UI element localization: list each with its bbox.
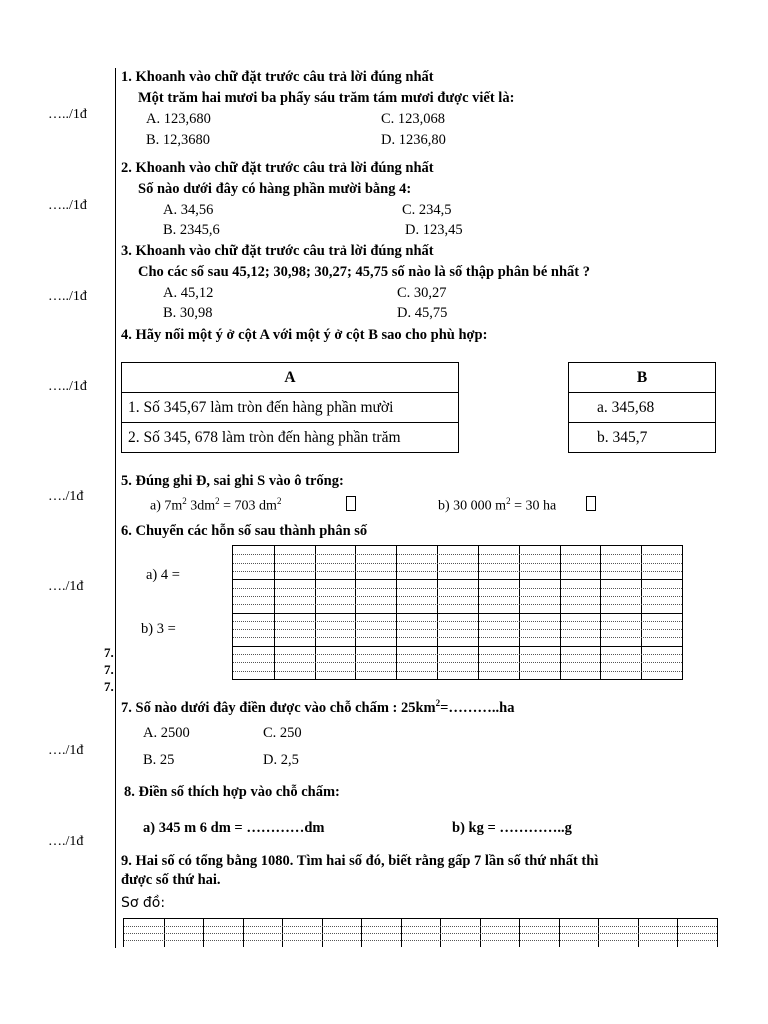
- score-q8: …./1đ: [48, 834, 84, 849]
- writing-grid-q6[interactable]: [232, 545, 683, 680]
- q3-stem: Cho các số sau 45,12; 30,98; 30,27; 45,75 số nào là số thập phân bé nhất ?: [138, 264, 590, 280]
- answer-box-b-icon[interactable]: [586, 496, 596, 511]
- grid-row-line: [233, 662, 682, 663]
- q6-title: 6. Chuyển các hỗn số sau thành phân số: [121, 523, 368, 539]
- grid-row-line: [233, 613, 682, 614]
- grid-row-line: [233, 629, 682, 630]
- q5-statement-a: a) $7m^2$ $3dm^2 = 703$ $dm^2$: [150, 496, 282, 514]
- q8-item-a: a) 345 m 6 dm = …………dm: [143, 820, 325, 836]
- q7-option-a[interactable]: A. 2500: [143, 725, 190, 741]
- score-q4: …../1đ: [48, 379, 87, 394]
- column-b-item-b[interactable]: b. 345,7: [569, 423, 716, 453]
- stray-mark: 7.: [104, 645, 114, 660]
- score-q3: …../1đ: [48, 289, 87, 304]
- grid-row-line: [233, 588, 682, 589]
- score-q7: …./1đ: [48, 743, 84, 758]
- column-a-table: [121, 362, 459, 453]
- score-q5: …./1đ: [48, 489, 84, 504]
- column-a-item-2[interactable]: 2. Số 345, 678 làm tròn đến hàng phần trăm: [122, 423, 459, 453]
- column-a-item-1[interactable]: 1. Số 345,67 làm tròn đến hàng phần mười: [122, 393, 459, 423]
- grid-row-line: [233, 646, 682, 647]
- writing-grid-q9[interactable]: [123, 918, 718, 947]
- q3-option-d[interactable]: D. 45,75: [397, 305, 448, 321]
- q7-option-d[interactable]: D. 2,5: [263, 752, 299, 768]
- q7-title: 7. Số nào dưới đây điền được vào chỗ chấm : $25km^2=\dots\dots\dots..ha$: [121, 698, 515, 716]
- q1-stem: Một trăm hai mươi ba phẩy sáu trăm tám mươi được viết là:: [138, 90, 515, 106]
- grid-row-line: [233, 563, 682, 564]
- q8-item-b: b) kg = …………..g: [452, 820, 572, 836]
- column-b-table: [568, 362, 716, 453]
- column-b-item-a[interactable]: a. 345,68: [569, 393, 716, 423]
- grid-row-line: [233, 579, 682, 580]
- q6-item-a: a) 4 =: [146, 567, 180, 583]
- q2-option-d[interactable]: D. 123,45: [405, 222, 463, 238]
- q1-option-d[interactable]: D. 1236,80: [381, 132, 446, 148]
- grid-row-line: [233, 654, 682, 655]
- q4-title: 4. Hãy nối một ý ở cột A với một ý ở cột B sao cho phù hợp:: [121, 327, 488, 343]
- q7-option-c[interactable]: C. 250: [263, 725, 302, 741]
- grid-row-line: [124, 926, 717, 927]
- grid-row-line: [233, 596, 682, 597]
- grid-row-line: [233, 621, 682, 622]
- q2-option-a[interactable]: A. 34,56: [163, 202, 214, 218]
- grid-row-line: [124, 940, 717, 941]
- diagram-label: Sơ đồ:: [121, 895, 166, 911]
- stray-mark: 7.: [104, 679, 114, 694]
- grid-row-line: [233, 637, 682, 638]
- answer-box-a-icon[interactable]: [346, 496, 356, 511]
- q2-option-b[interactable]: B. 2345,6: [163, 222, 220, 238]
- column-a-header: A: [122, 363, 459, 393]
- q9-title-line2: được số thứ hai.: [121, 872, 221, 888]
- q9-title-line1: 9. Hai số có tổng bằng 1080. Tìm hai số đó, biết rằng gấp 7 lần số thứ nhất thì: [121, 853, 599, 869]
- grid-row-line: [124, 933, 717, 934]
- q1-option-c[interactable]: C. 123,068: [381, 111, 446, 127]
- q8-title: 8. Điền số thích hợp vào chỗ chấm:: [124, 784, 340, 800]
- q3-option-a[interactable]: A. 45,12: [163, 285, 214, 301]
- grid-row-line: [233, 604, 682, 605]
- q2-title: 2. Khoanh vào chữ đặt trước câu trả lời đúng nhất: [121, 160, 434, 176]
- q1-option-b[interactable]: B. 12,3680: [146, 132, 211, 148]
- score-q2: …../1đ: [48, 198, 87, 213]
- grid-row-line: [233, 571, 682, 572]
- q1-option-a[interactable]: A. 123,680: [146, 111, 211, 127]
- q5-statement-b: b) 30 000 $m^2 = 30$ ha: [438, 496, 557, 514]
- q1-title: 1. Khoanh vào chữ đặt trước câu trả lời đúng nhất: [121, 69, 434, 85]
- stray-mark: 7.: [104, 662, 114, 677]
- grid-row-line: [233, 671, 682, 672]
- score-q6: …./1đ: [48, 579, 84, 594]
- grid-row-line: [233, 554, 682, 555]
- q3-title: 3. Khoanh vào chữ đặt trước câu trả lời đúng nhất: [121, 243, 434, 259]
- q3-option-c[interactable]: C. 30,27: [397, 285, 447, 301]
- q7-option-b[interactable]: B. 25: [143, 752, 175, 768]
- q5-title: 5. Đúng ghi Đ, sai ghi S vào ô trống:: [121, 473, 344, 489]
- column-b-header: B: [569, 363, 716, 393]
- q2-stem: Số nào dưới đây có hàng phần mười bằng 4:: [138, 181, 412, 197]
- score-q1: …../1đ: [48, 107, 87, 122]
- q2-option-c[interactable]: C. 234,5: [402, 202, 452, 218]
- q3-option-b[interactable]: B. 30,98: [163, 305, 213, 321]
- margin-line: [115, 68, 116, 948]
- q6-item-b: b) 3 =: [141, 621, 176, 637]
